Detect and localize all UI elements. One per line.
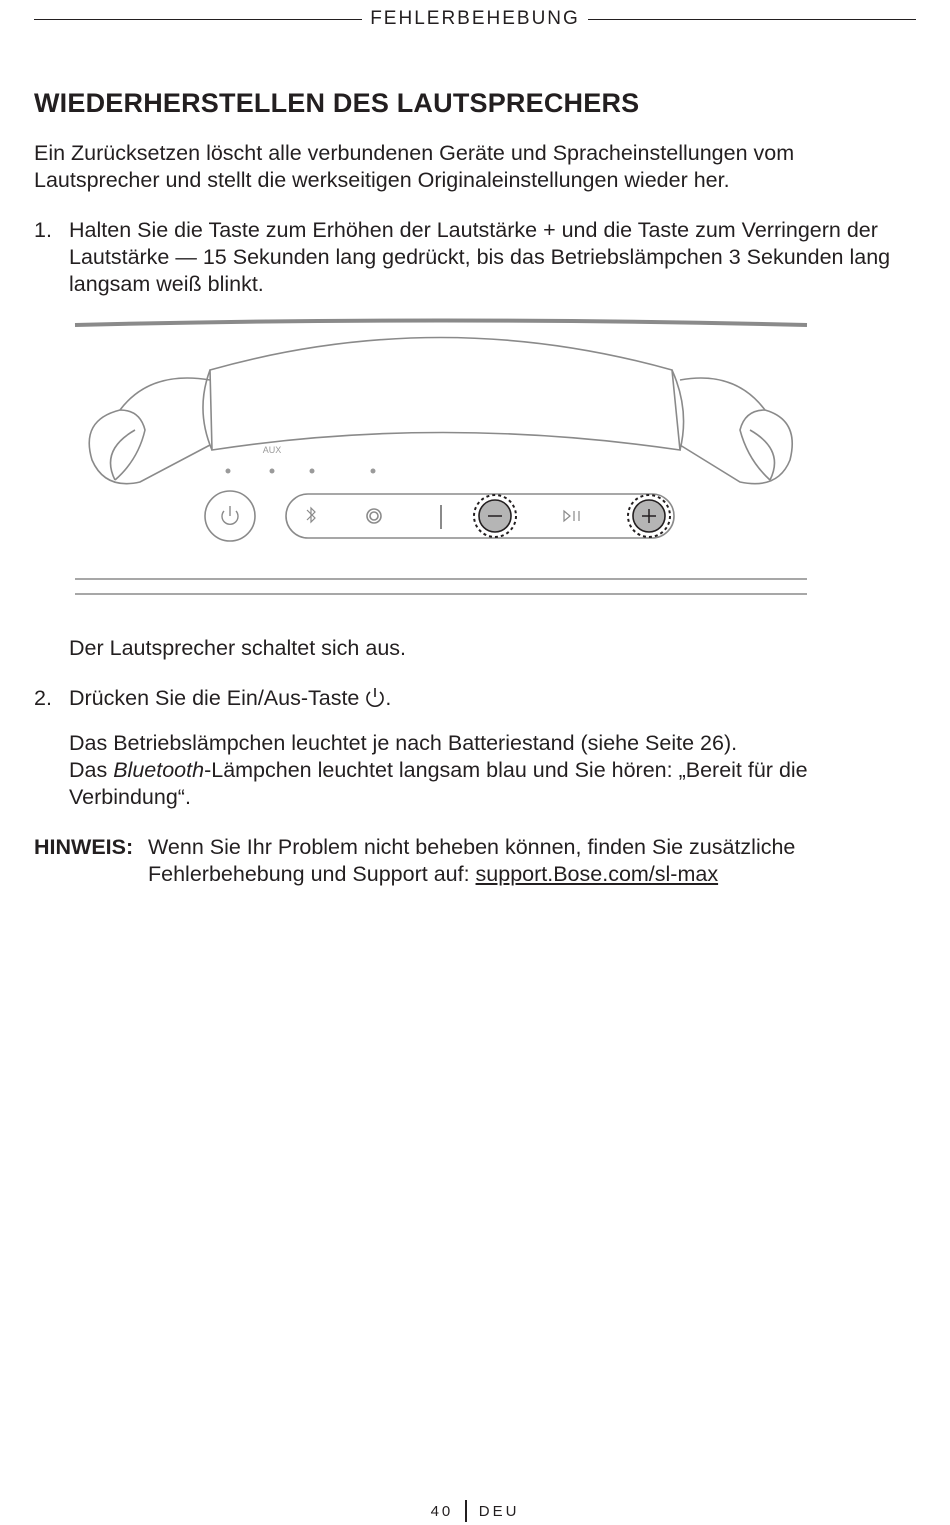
footer-separator [465, 1500, 467, 1522]
step-2-text [69, 685, 929, 712]
result-suffix: -Lämpchen leuchtet langsam blau und Sie hören: „Bereit für die Verbindung“. [69, 758, 808, 809]
step-2-result-line-2 [69, 757, 929, 811]
step-2-instruction: Drücken Sie die Ein/Aus-Taste [69, 686, 360, 710]
step-2-result [69, 730, 929, 811]
section-title: FEHLERBEHEBUNG [370, 8, 580, 29]
left-handle-loop [89, 378, 210, 484]
handle-outline [210, 338, 680, 451]
language-code: DEU [478, 1503, 520, 1520]
indicator-light-3 [310, 469, 315, 474]
bluetooth-icon [307, 508, 315, 522]
note-text [148, 834, 928, 888]
section-header [34, 8, 916, 30]
power-icon [365, 686, 385, 708]
power-button-icon [222, 506, 238, 524]
play-pause-icon [564, 511, 579, 521]
intro-paragraph: Ein Zurücksetzen löscht alle verbundenen Geräte und Spracheinstellungen vom Lautsprecher und stellt die werkseitigen Originaleinstellungen wieder her. [34, 141, 795, 192]
speaker-illustration [60, 310, 820, 610]
step-2-period: . [385, 686, 392, 710]
indicator-light-2 [270, 469, 275, 474]
support-link[interactable]: support.Bose.com/sl-max [475, 862, 719, 886]
step-1-number: 1. [34, 218, 52, 242]
page-title: WIEDERHERSTELLEN DES LAUTSPRECHERS [34, 88, 640, 118]
right-handle-loop [680, 378, 792, 484]
note-body: Wenn Sie Ihr Problem nicht beheben können, finden Sie zusätzliche Fehlerbehebung und Support auf: [148, 835, 796, 886]
header-rule-right [588, 19, 916, 20]
step-1-text: Halten Sie die Taste zum Erhöhen der Lautstärke + und die Taste zum Verringern der Lautstärke — 15 Sekunden lang gedrückt, bis das Betriebslämpchen 3 Sekunden lang langsam weiß blinkt. [69, 218, 891, 296]
indicator-light-4 [371, 469, 376, 474]
aux-label: AUX [262, 445, 282, 455]
page-footer [0, 1500, 950, 1522]
step-2-number: 2. [34, 686, 52, 710]
indicator-light-1 [226, 469, 231, 474]
result-prefix: Das [69, 758, 114, 782]
bluetooth-term: Bluetooth [113, 758, 205, 782]
header-rule-left [34, 19, 362, 20]
step-2-result-line-1: Das Betriebslämpchen leuchtet je nach Batteriestand (siehe Seite 26). [69, 731, 738, 755]
page-number: 40 [430, 1503, 454, 1520]
speaker-top-edge [75, 321, 807, 326]
step-1-result: Der Lautsprecher schaltet sich aus. [69, 636, 406, 660]
action-button-icon [367, 509, 381, 523]
note-label: HINWEIS: [34, 835, 134, 859]
